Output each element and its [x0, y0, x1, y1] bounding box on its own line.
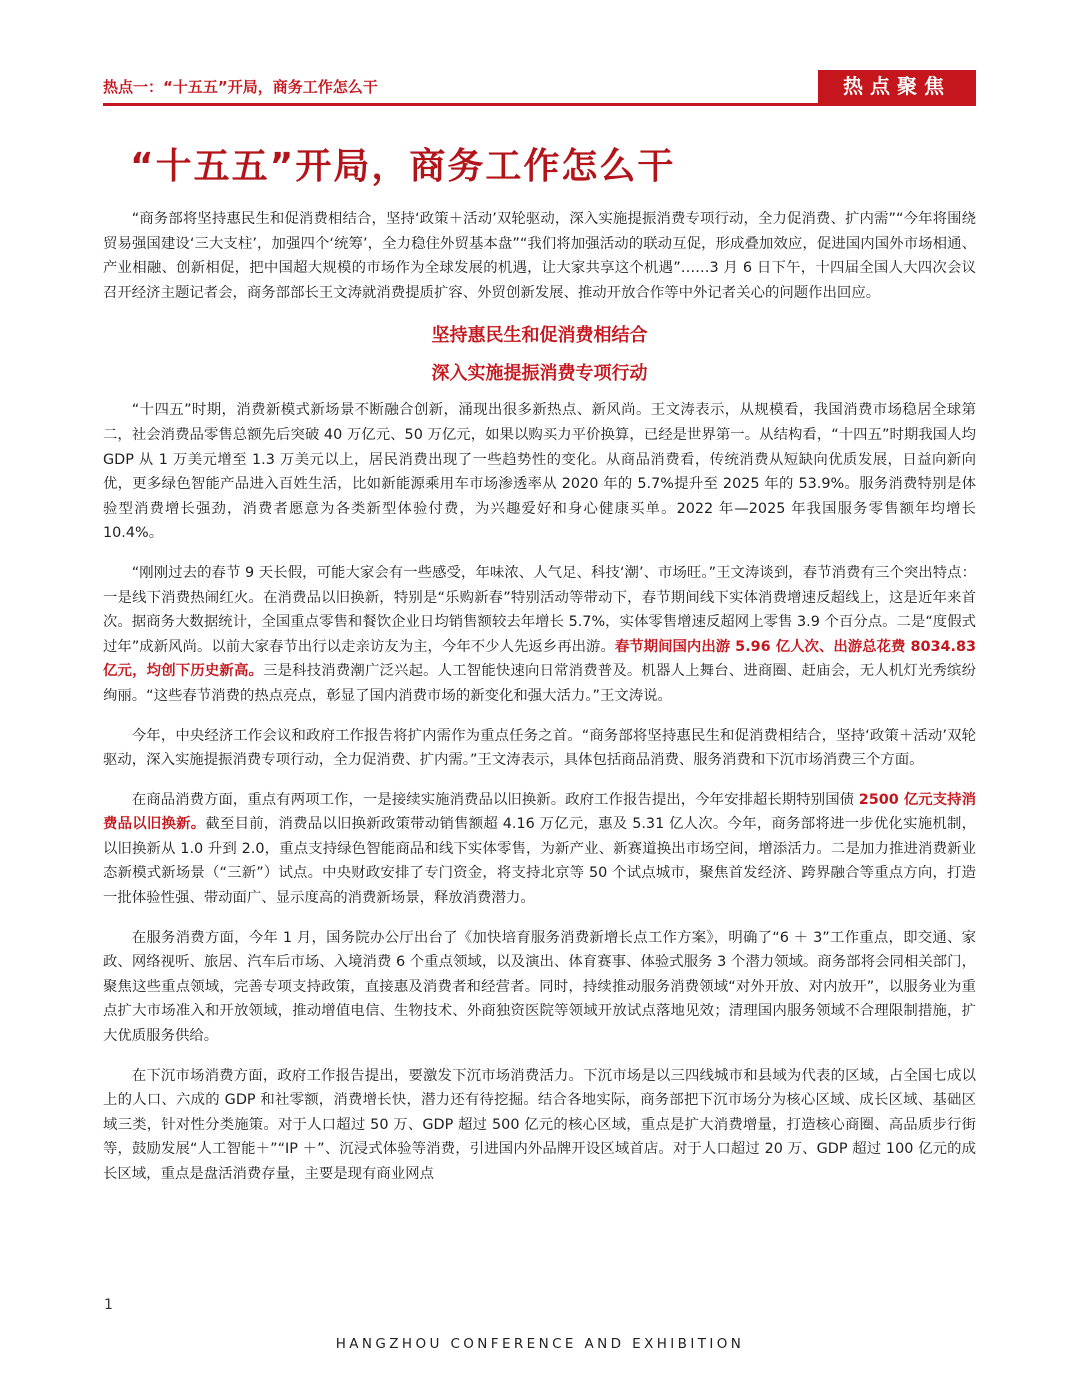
article-body [103, 207, 976, 1202]
header-divider [103, 103, 976, 106]
paragraph-6: 在下沉市场消费方面，政府工作报告提出，要激发下沉市场消费活力。下沉市场是以三四线城市和县域为代表的区域，占全国七成以上的人口、六成的 GDP 和社零额，消费增长快，潜力还有待挖掘。结合各地实际，商务部把下沉市场分为核心区域、成长区域、基础区域三类，针对性分类施策。对于人口超过 50 万、GDP 超过 500 亿元的核心区域，重点是扩大消费增量，打造核心商圈、高品质步行街等，鼓励发展“人工智能＋”“IP ＋”、沉浸式体验等消费，引进国内外品牌开设区域首店。对于人口超过 20 万、GDP 超过 100 亿元的成长区域，重点是盘活消费存量，主要是现有商业网点 [103, 1067, 976, 1182]
paragraph-2 [103, 561, 976, 709]
paragraph-1: “十四五”时期，消费新模式新场景不断融合创新，涌现出很多新热点、新风尚。王文涛表示，从规模看，我国消费市场稳居全球第二，社会消费品零售总额先后突破 40 万亿元、50 万亿元，如果以购买力平价换算，已经是世界第一。从结构看，“十四五”时期我国人均 GDP 从 1 万美元增至 1.3 万美元以上，居民消费出现了一些趋势性的变化。从商品消费看，传统消费从短缺向优质发展，日益向新向优，更多绿色智能产品进入百姓生活，比如新能源乘用车市场渗透率从 2020 年的 5.7%提升至 2025 年的 53.9%。服务消费特别是体验型消费增长强劲，消费者愿意为各类新型体验付费，为兴趣爱好和身心健康买单。2022 年—2025 年我国服务零售额年均增长 10.4%。 [103, 402, 976, 542]
article-title: “十五五”开局，商务工作怎么干 [130, 146, 676, 187]
paragraph-4-text-a: 在商品消费方面，重点有两项工作，一是接续实施消费品以旧换新。政府工作报告提出，今年安排超长期特别国债 [131, 791, 859, 808]
paragraph-3: 今年，中央经济工作会议和政府工作报告将扩内需作为重点任务之首。“商务部将坚持惠民生和促消费相结合，坚持‘政策＋活动’双轮驱动，深入实施提振消费专项行动，全力促消费、扩内需。”王文涛表示，具体包括商品消费、服务消费和下沉市场消费三个方面。 [103, 727, 976, 769]
paragraph-2-text-b: 三是科技消费潮广泛兴起。人工智能快速向日常消费普及。机器人上舞台、进商圈、赶庙会，无人机灯光秀缤纷绚丽。“这些春节消费的热点亮点，彰显了国内消费市场的新变化和强大活力。”王文涛说。 [103, 663, 976, 704]
subheading-2: 深入实施提振消费专项行动 [431, 363, 648, 385]
subheading-1: 坚持惠民生和促消费相结合 [431, 325, 648, 347]
paragraph-5: 在服务消费方面，今年 1 月，国务院办公厅出台了《加快培育服务消费新增长点工作方案》，明确了“6 ＋ 3”工作重点，即交通、家政、网络视听、旅居、汽车后市场、入境消费 6 个重点领域，以及演出、体育赛事、体验式服务 3 个潜力领域。商务部将会同相关部门，聚焦这些重点领域，完善专项支持政策，直接惠及消费者和经营者。同时，持续推动服务消费领域“对外开放、对内放开”，以服务业为重点扩大市场准入和开放领域，推动增值电信、生物技术、外商独资医院等领域开放试点落地见效；清理国内服务领域不合理限制措施，扩大优质服务供给。 [103, 929, 976, 1045]
paragraph-2-text-a: “刚刚过去的春节 9 天长假，可能大家会有一些感受，年味浓、人气足、科技‘潮’、市场旺。”王文涛谈到，春节消费有三个突出特点：一是线下消费热闹红火。在消费品以旧换新，特别是“乐购新春”特别活动等带动下，春节期间线下实体消费增速反超线上，这是近年来首次。据商务大数据统计，全国重点零售和餐饮企业日均销售额较去年增长 5.7%，实体零售增速反超网上零售 3.9 个百分点。二是“度假式过年”成新风尚。以前大家春节出行以走亲访友为主，今年不少人先返乡再出游。 [103, 564, 976, 655]
paragraph-4 [103, 788, 976, 911]
paragraph-4-text-b: 截至目前，消费品以旧换新政策带动销售额超 4.16 万亿元，惠及 5.31 亿人次。今年，商务部将进一步优化实施机制，以旧换新从 1.0 升到 2.0，重点支持绿色智能商品和线下实体零售，为新产业、新赛道换出市场空间，增添活力。二是加力推进消费新业态新模式新场景（“三新”）试点。中央财政安排了专门资金，将支持北京等 50 个试点城市，聚焦首发经济、跨界融合等重点方向，打造一批体验性强、带动面广、显示度高的消费新场景，释放消费潜力。 [103, 816, 976, 907]
highlight-trade-in-bonds: 2500 亿元支持消费品以旧换新。 [103, 791, 977, 833]
page-number: 1 [104, 1297, 113, 1313]
highlight-spring-travel: 春节期间国内出游 5.96 亿人次、出游总花费 8034.83 亿元，均创下历史新高。 [103, 638, 976, 680]
intro-paragraph: “商务部将坚持惠民生和促消费相结合，坚持‘政策＋活动’双轮驱动，深入实施提振消费专项行动，全力促消费、扩内需”“今年将围绕贸易强国建设‘三大支柱’，加强四个‘统筹’，全力稳住外贸基本盘”“我们将加强活动的联动互促，形成叠加效应，促进国内国外市场相通、产业相融、创新相促，把中国超大规模的市场作为全球发展的机遇，让大家共享这个机遇”……3 月 6 日下午，十四届全国人大四次会议召开经济主题记者会，商务部部长王文涛就消费提质扩容、外贸创新发展、推动开放合作等中外记者关心的问题作出回应。 [103, 211, 976, 301]
section-badge: 热点聚焦 [818, 70, 976, 103]
section-header: 热点一：“十五五”开局，商务工作怎么干 [103, 78, 378, 96]
publication-footer: HANGZHOU CONFERENCE AND EXHIBITION [335, 1336, 745, 1352]
